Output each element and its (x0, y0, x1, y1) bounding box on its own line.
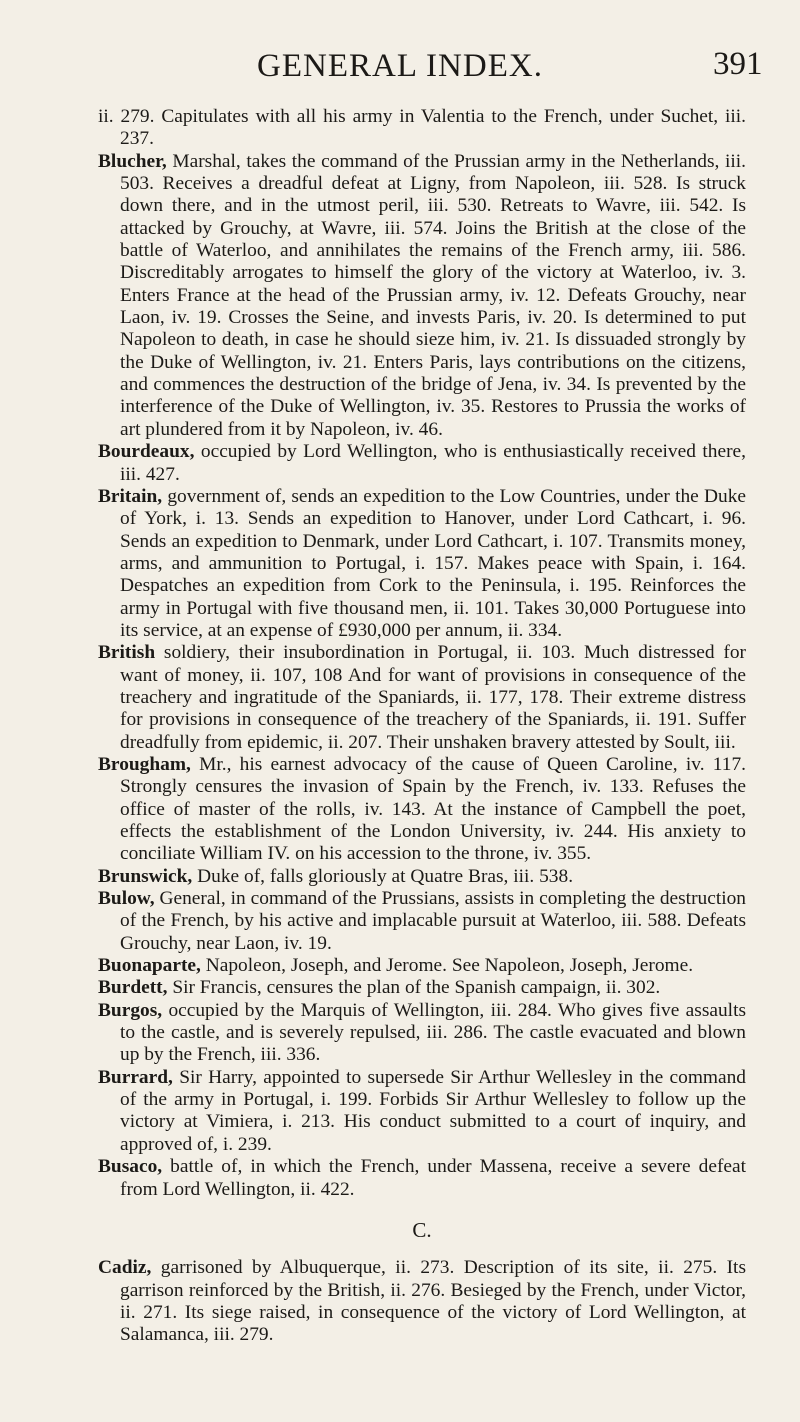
entry-text: Sir Harry, appointed to supersede Sir Arthur Wellesley in the command of the army in Portugal, i. 199. Forbids Sir Arthur Wellesley to follow up the victory at Vimiera, i. 213. His conduct submitted to a court of inquiry, and approved of, i. 239. (120, 1066, 746, 1155)
entry-heading: Burrard, (98, 1066, 173, 1088)
index-entry (98, 754, 746, 866)
entry-heading: Bourdeaux, (98, 441, 195, 463)
entry-text: Sir Francis, censures the plan of the Spanish campaign, ii. 302. (167, 977, 661, 999)
section-letter-heading: C. (412, 1217, 432, 1242)
entry-text: Duke of, falls gloriously at Quatre Bras, iii. 538. (192, 865, 574, 887)
index-entry (98, 955, 746, 977)
entry-text: Marshal, takes the command of the Prussian army in the Netherlands, iii. 503. Receives a dreadful defeat at Ligny, from Napoleon, iii. 528. Is struck down there, and in the utmost peril, iii. 530. Retreats to Wavre, iii. 542. Is attacked by Grouchy, at Wavre, iii. 574. Joins the British at the close of the battle of Waterloo, and annihilates the remains of the French army, iii. 586. Discreditably arrogates to himself the glory of the victory at Waterloo, iv. 3. Enters France at the head of the Prussian army, iv. 12. Defeats Grouchy, near Laon, iv. 19. Crosses the Seine, and invests Paris, iv. 20. Is determined to put Napoleon to death, in case he should sieze him, iv. 21. Is dissuaded strongly by the Duke of Wellington, iv. 21. Enters Paris, lays contributions on the citizens, and commences the destruction of the bridge of Jena, iv. 34. Is prevented by the interference of the Duke of Wellington, iv. 35. Restores to Prussia the works of art plundered from it by Napoleon, iv. 46. (120, 150, 746, 440)
index-entry (98, 441, 746, 486)
index-entry (98, 642, 746, 754)
entry-heading: Bulow, (98, 888, 155, 910)
entry-heading: Burdett, (98, 977, 168, 999)
entry-heading: Britain, (98, 485, 163, 507)
index-entry (98, 888, 746, 955)
entry-heading: Blucher, (98, 150, 167, 172)
entry-heading: Burgos, (98, 999, 163, 1021)
entry-text: Napoleon, Joseph, and Jerome. See Napoleon, Joseph, Jerome. (200, 955, 694, 977)
entry-text: battle of, in which the French, under Massena, receive a severe defeat from Lord Wellington, ii. 422. (120, 1156, 746, 1200)
index-entry (98, 1000, 746, 1067)
entry-text: occupied by the Marquis of Wellington, iii. 284. Who gives five assaults to the castle, and is severely repulsed, iii. 286. The castle evacuated and blown up by the French, iii. 336. (120, 999, 746, 1066)
entry-text: garrisoned by Albuquerque, ii. 273. Description of its site, ii. 275. Its garrison reinforced by the British, ii. 276. Besieged by the French, under Victor, ii. 271. Its siege raised, in consequence of the victory of Lord Wellington, at Salamanca, iii. 279. (120, 1257, 746, 1346)
index-entry (98, 106, 746, 151)
entry-text: Mr., his earnest advocacy of the cause of Queen Caroline, iv. 117. Strongly censures the invasion of Spain by the French, iv. 133. Refuses the office of master of the rolls, iv. 143. At the instance of Campbell the poet, effects the establishment of the London University, iv. 244. His anxiety to conciliate William IV. on his accession to the throne, iv. 355. (120, 753, 746, 865)
entry-text: occupied by Lord Wellington, who is enthusiastically received there, iii. 427. (120, 441, 746, 485)
entry-text: General, in command of the Prussians, assists in completing the destruction of the French, by his active and implacable pursuit at Waterloo, iii. 588. Defeats Grouchy, near Laon, iv. 19. (120, 888, 746, 954)
index-entry (98, 1257, 746, 1346)
entry-heading: Busaco, (98, 1156, 163, 1178)
entry-text: government of, sends an expedition to the Low Countries, under the Duke of York, i. 13. Sends an expedition to Hanover, under Lord Cathcart, i. 96. Sends an expedition to Denmark, under Lord Cathcart, i. 107. Transmits money, arms, and ammunition to Portugal, i. 157. Makes peace with Spain, i. 164. Despatches an expedition from Cork to the Peninsula, i. 195. Reinforces the army in Portugal with five thousand men, ii. 101. Takes 30,000 Portuguese into its service, at an expense of £930,000 per annum, ii. 334. (120, 485, 746, 641)
entry-text: ii. 279. Capitulates with all his army in Valentia to the French, under Suchet, iii. 237. (98, 106, 746, 150)
running-title: GENERAL INDEX. (257, 48, 543, 84)
index-entries-c (98, 1257, 746, 1346)
index-entry (98, 977, 746, 999)
entry-heading: Cadiz, (98, 1257, 152, 1279)
index-body (98, 106, 746, 1347)
entry-text: soldiery, their insubordination in Portugal, ii. 103. Much distressed for want of money, ii. 107, 108 And for want of provisions in consequence of the treachery and ingratitude of the Spaniards, ii. 177, 178. Their extreme distress for provisions in consequence of the treachery of the Spaniards, ii. 191. Suffer dreadfully from epidemic, ii. 207. Their unshaken bravery attested by Soult, iii. (120, 642, 746, 753)
index-entry (98, 151, 746, 441)
index-entries-b (98, 106, 746, 1201)
index-entry (98, 1067, 746, 1156)
entry-heading: Buonaparte, (98, 955, 201, 977)
entry-heading: British (98, 642, 156, 664)
index-entry (98, 1156, 746, 1201)
index-entry (98, 866, 746, 888)
page-number: 391 (713, 46, 763, 82)
index-entry (98, 486, 746, 642)
entry-heading: Brougham, (98, 753, 191, 775)
entry-heading: Brunswick, (98, 865, 193, 887)
